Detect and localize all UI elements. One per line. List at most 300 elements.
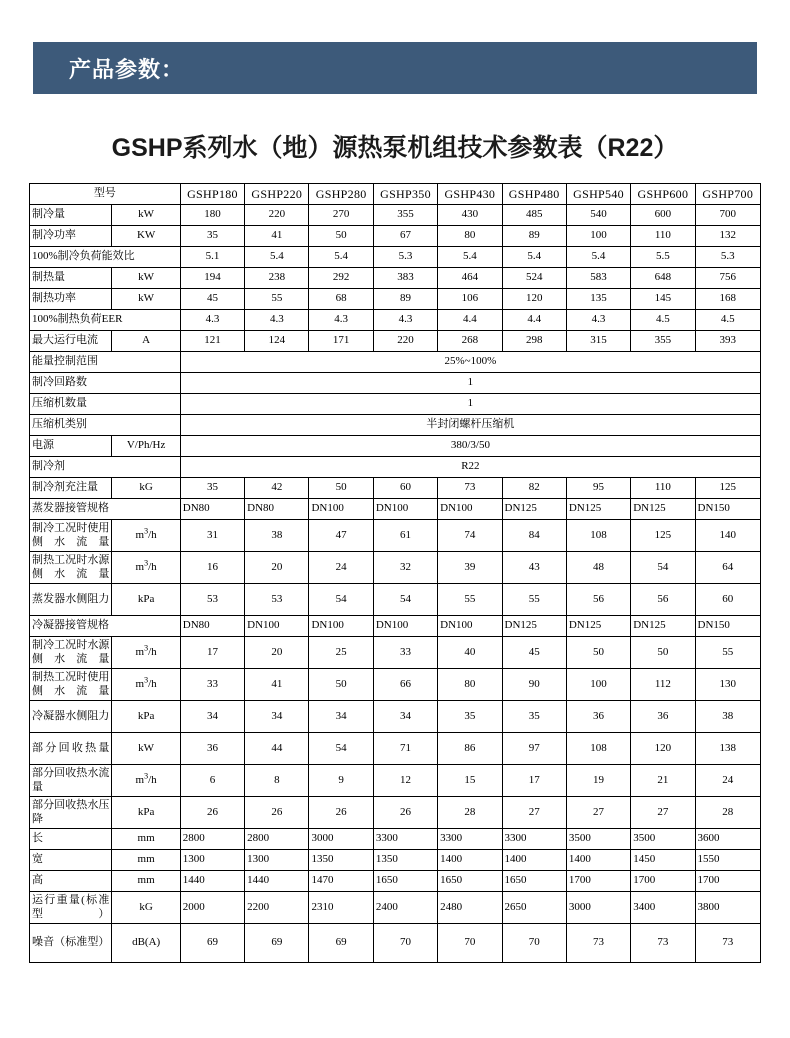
cell-value: 70 — [438, 924, 502, 963]
cell-value: 1450 — [631, 850, 695, 871]
row-label: 冷凝器水侧阻力 — [30, 701, 112, 733]
row-unit: $m^3/h$ — [112, 669, 180, 701]
row-merged-value: 1 — [180, 394, 760, 415]
cell-value: 25 — [309, 637, 373, 669]
cell-value: 42 — [245, 478, 309, 499]
cell-value: 73 — [438, 478, 502, 499]
cell-value: 1650 — [373, 871, 437, 892]
cell-value: 66 — [373, 669, 437, 701]
cell-value: 17 — [502, 765, 566, 797]
cell-value: 27 — [566, 797, 630, 829]
row-label: 能量控制范围 — [30, 352, 181, 373]
cell-value: 64 — [695, 552, 760, 584]
table-row — [30, 520, 761, 552]
cell-value: DN80 — [180, 499, 244, 520]
spec-table-body — [30, 184, 761, 963]
cell-value: DN80 — [245, 499, 309, 520]
cell-value: 108 — [566, 733, 630, 765]
cell-value: 4.4 — [438, 310, 502, 331]
cell-value: 34 — [180, 701, 244, 733]
cell-value: 24 — [695, 765, 760, 797]
page-title: GSHP系列水（地）源热泵机组技术参数表（R22） — [111, 134, 679, 162]
header-model-5: GSHP430 — [438, 184, 502, 205]
cell-value: 44 — [245, 733, 309, 765]
row-unit: $m^3/h$ — [112, 765, 180, 797]
table-row — [30, 373, 761, 394]
row-unit: kG — [112, 892, 180, 924]
cell-value: 48 — [566, 552, 630, 584]
row-unit: kPa — [112, 584, 180, 616]
header-model-8: GSHP600 — [631, 184, 695, 205]
cell-value: DN100 — [438, 616, 502, 637]
cell-value: 89 — [373, 289, 437, 310]
cell-value: 3400 — [631, 892, 695, 924]
cell-value: 36 — [180, 733, 244, 765]
cell-value: 171 — [309, 331, 373, 352]
cell-value: 100 — [566, 669, 630, 701]
row-merged-value: 380/3/50 — [180, 436, 760, 457]
cell-value: DN100 — [438, 499, 502, 520]
cell-value: DN125 — [502, 499, 566, 520]
cell-value: 50 — [309, 226, 373, 247]
cell-value: 3500 — [566, 829, 630, 850]
cell-value: 4.3 — [309, 310, 373, 331]
cell-value: 90 — [502, 669, 566, 701]
cell-value: 34 — [309, 701, 373, 733]
cell-value: 74 — [438, 520, 502, 552]
row-label: 冷凝器接管规格 — [30, 616, 181, 637]
cell-value: 110 — [631, 226, 695, 247]
cell-value: 19 — [566, 765, 630, 797]
table-row — [30, 226, 761, 247]
row-label: 蒸发器接管规格 — [30, 499, 181, 520]
cell-value: 145 — [631, 289, 695, 310]
cell-value: 1700 — [566, 871, 630, 892]
row-label: 宽 — [30, 850, 112, 871]
cell-value: 6 — [180, 765, 244, 797]
spec-table-container — [29, 183, 761, 963]
cell-value: 56 — [566, 584, 630, 616]
cell-value: 73 — [566, 924, 630, 963]
cell-value: 5.4 — [502, 247, 566, 268]
cell-value: 485 — [502, 205, 566, 226]
row-unit: kPa — [112, 701, 180, 733]
table-row — [30, 478, 761, 499]
row-unit: kW — [112, 268, 180, 289]
table-row — [30, 331, 761, 352]
cell-value: 67 — [373, 226, 437, 247]
cell-value: 36 — [631, 701, 695, 733]
cell-value: 68 — [309, 289, 373, 310]
cell-value: 140 — [695, 520, 760, 552]
cell-value: DN100 — [373, 499, 437, 520]
cell-value: 54 — [631, 552, 695, 584]
row-unit: $m^3/h$ — [112, 552, 180, 584]
row-label: 制冷量 — [30, 205, 112, 226]
cell-value: 756 — [695, 268, 760, 289]
row-label: 100%制热负荷EER — [30, 310, 181, 331]
cell-value: 112 — [631, 669, 695, 701]
row-unit: $m^3/h$ — [112, 520, 180, 552]
section-banner-title: 产品参数： — [69, 56, 185, 82]
cell-value: 82 — [502, 478, 566, 499]
header-model-7: GSHP540 — [566, 184, 630, 205]
cell-value: DN100 — [373, 616, 437, 637]
cell-value: 3300 — [373, 829, 437, 850]
row-label: 运行重量(标准型） — [30, 892, 112, 924]
table-row — [30, 436, 761, 457]
cell-value: 60 — [695, 584, 760, 616]
table-row — [30, 637, 761, 669]
table-row — [30, 499, 761, 520]
cell-value: 5.3 — [695, 247, 760, 268]
cell-value: 4.3 — [245, 310, 309, 331]
cell-value: 55 — [502, 584, 566, 616]
cell-value: 270 — [309, 205, 373, 226]
table-row — [30, 289, 761, 310]
table-row — [30, 924, 761, 963]
cell-value: 220 — [373, 331, 437, 352]
cell-value: 73 — [695, 924, 760, 963]
cell-value: 355 — [373, 205, 437, 226]
row-label: 制热量 — [30, 268, 112, 289]
row-unit: mm — [112, 829, 180, 850]
cell-value: 50 — [566, 637, 630, 669]
header-model-2: GSHP220 — [245, 184, 309, 205]
cell-value: 4.5 — [631, 310, 695, 331]
cell-value: 383 — [373, 268, 437, 289]
row-label: 部分回收热水流量 — [30, 765, 112, 797]
cell-value: 24 — [309, 552, 373, 584]
cell-value: 315 — [566, 331, 630, 352]
cell-value: 1550 — [695, 850, 760, 871]
cell-value: 2480 — [438, 892, 502, 924]
row-unit: mm — [112, 850, 180, 871]
table-row — [30, 552, 761, 584]
cell-value: 31 — [180, 520, 244, 552]
row-label: 高 — [30, 871, 112, 892]
cell-value: 120 — [502, 289, 566, 310]
cell-value: 40 — [438, 637, 502, 669]
cell-value: 17 — [180, 637, 244, 669]
header-model-1: GSHP180 — [180, 184, 244, 205]
row-label: 制冷工况时水源侧水流量 — [30, 637, 112, 669]
cell-value: DN100 — [309, 616, 373, 637]
cell-value: DN125 — [502, 616, 566, 637]
cell-value: 4.3 — [373, 310, 437, 331]
row-label: 部分回收热水压降 — [30, 797, 112, 829]
table-row — [30, 394, 761, 415]
row-merged-value: R22 — [180, 457, 760, 478]
cell-value: 50 — [309, 669, 373, 701]
cell-value: 5.4 — [245, 247, 309, 268]
cell-value: 86 — [438, 733, 502, 765]
cell-value: 33 — [180, 669, 244, 701]
cell-value: 2310 — [309, 892, 373, 924]
cell-value: 2800 — [245, 829, 309, 850]
table-row — [30, 871, 761, 892]
cell-value: 15 — [438, 765, 502, 797]
cell-value: 69 — [309, 924, 373, 963]
table-row — [30, 765, 761, 797]
row-unit: kW — [112, 205, 180, 226]
cell-value: 70 — [373, 924, 437, 963]
row-label: 制冷功率 — [30, 226, 112, 247]
cell-value: 45 — [502, 637, 566, 669]
row-label: 制热工况时水源侧水流量 — [30, 552, 112, 584]
spec-table — [29, 183, 761, 963]
row-unit: mm — [112, 871, 180, 892]
cell-value: 80 — [438, 669, 502, 701]
table-row — [30, 415, 761, 436]
cell-value: 1700 — [695, 871, 760, 892]
table-row — [30, 829, 761, 850]
cell-value: 70 — [502, 924, 566, 963]
row-unit: kPa — [112, 797, 180, 829]
cell-value: 61 — [373, 520, 437, 552]
cell-value: DN125 — [566, 499, 630, 520]
cell-value: 2400 — [373, 892, 437, 924]
cell-value: 50 — [309, 478, 373, 499]
cell-value: 35 — [502, 701, 566, 733]
header-model-6: GSHP480 — [502, 184, 566, 205]
row-label: 制冷工况时使用侧水流量 — [30, 520, 112, 552]
cell-value: 1470 — [309, 871, 373, 892]
table-row — [30, 733, 761, 765]
row-unit: dB(A) — [112, 924, 180, 963]
cell-value: 4.5 — [695, 310, 760, 331]
cell-value: 36 — [566, 701, 630, 733]
cell-value: 50 — [631, 637, 695, 669]
cell-value: 393 — [695, 331, 760, 352]
cell-value: 138 — [695, 733, 760, 765]
cell-value: 1400 — [438, 850, 502, 871]
table-row — [30, 310, 761, 331]
row-label: 制热功率 — [30, 289, 112, 310]
row-label: 蒸发器水侧阻力 — [30, 584, 112, 616]
row-label: 电源 — [30, 436, 112, 457]
cell-value: 5.3 — [373, 247, 437, 268]
cell-value: DN125 — [566, 616, 630, 637]
cell-value: 26 — [373, 797, 437, 829]
cell-value: 32 — [373, 552, 437, 584]
row-label: 制冷剂充注量 — [30, 478, 112, 499]
cell-value: 583 — [566, 268, 630, 289]
cell-value: 4.3 — [180, 310, 244, 331]
cell-value: 132 — [695, 226, 760, 247]
row-label: 噪音（标准型） — [30, 924, 112, 963]
cell-value: 54 — [309, 584, 373, 616]
row-unit: kW — [112, 289, 180, 310]
cell-value: 53 — [245, 584, 309, 616]
cell-value: DN150 — [695, 616, 760, 637]
table-header-row — [30, 184, 761, 205]
cell-value: 125 — [631, 520, 695, 552]
cell-value: 2650 — [502, 892, 566, 924]
cell-value: 9 — [309, 765, 373, 797]
cell-value: 1350 — [373, 850, 437, 871]
cell-value: 60 — [373, 478, 437, 499]
cell-value: 5.5 — [631, 247, 695, 268]
cell-value: DN150 — [695, 499, 760, 520]
cell-value: 27 — [631, 797, 695, 829]
table-row — [30, 669, 761, 701]
cell-value: 21 — [631, 765, 695, 797]
row-label: 制冷回路数 — [30, 373, 181, 394]
cell-value: 3300 — [502, 829, 566, 850]
cell-value: 55 — [245, 289, 309, 310]
cell-value: 292 — [309, 268, 373, 289]
cell-value: 2800 — [180, 829, 244, 850]
cell-value: 1300 — [180, 850, 244, 871]
cell-value: 12 — [373, 765, 437, 797]
header-model-4: GSHP350 — [373, 184, 437, 205]
cell-value: 2000 — [180, 892, 244, 924]
cell-value: DN100 — [309, 499, 373, 520]
table-row — [30, 850, 761, 871]
row-label: 制热工况时使用侧水流量 — [30, 669, 112, 701]
cell-value: 71 — [373, 733, 437, 765]
cell-value: 600 — [631, 205, 695, 226]
cell-value: 8 — [245, 765, 309, 797]
cell-value: DN100 — [245, 616, 309, 637]
cell-value: 69 — [180, 924, 244, 963]
row-unit: A — [112, 331, 180, 352]
cell-value: 3300 — [438, 829, 502, 850]
cell-value: 1700 — [631, 871, 695, 892]
cell-value: 34 — [373, 701, 437, 733]
cell-value: 238 — [245, 268, 309, 289]
cell-value: 35 — [180, 226, 244, 247]
cell-value: 100 — [566, 226, 630, 247]
cell-value: 97 — [502, 733, 566, 765]
cell-value: 355 — [631, 331, 695, 352]
cell-value: 5.4 — [438, 247, 502, 268]
cell-value: 430 — [438, 205, 502, 226]
cell-value: 3600 — [695, 829, 760, 850]
cell-value: 26 — [180, 797, 244, 829]
cell-value: 41 — [245, 669, 309, 701]
cell-value: 124 — [245, 331, 309, 352]
cell-value: 34 — [245, 701, 309, 733]
cell-value: 540 — [566, 205, 630, 226]
table-row — [30, 268, 761, 289]
cell-value: 20 — [245, 552, 309, 584]
cell-value: 298 — [502, 331, 566, 352]
cell-value: 4.4 — [502, 310, 566, 331]
cell-value: 1300 — [245, 850, 309, 871]
cell-value: 26 — [309, 797, 373, 829]
cell-value: 180 — [180, 205, 244, 226]
cell-value: 73 — [631, 924, 695, 963]
cell-value: 648 — [631, 268, 695, 289]
row-unit: V/Ph/Hz — [112, 436, 180, 457]
row-label: 部分回收热量 — [30, 733, 112, 765]
cell-value: 53 — [180, 584, 244, 616]
cell-value: 20 — [245, 637, 309, 669]
row-label: 压缩机数量 — [30, 394, 181, 415]
cell-value: 108 — [566, 520, 630, 552]
cell-value: 47 — [309, 520, 373, 552]
cell-value: 3000 — [309, 829, 373, 850]
row-merged-value: 1 — [180, 373, 760, 394]
cell-value: 56 — [631, 584, 695, 616]
table-row — [30, 205, 761, 226]
cell-value: 120 — [631, 733, 695, 765]
table-row — [30, 701, 761, 733]
cell-value: 54 — [373, 584, 437, 616]
cell-value: 1350 — [309, 850, 373, 871]
cell-value: 38 — [245, 520, 309, 552]
cell-value: 43 — [502, 552, 566, 584]
cell-value: 3800 — [695, 892, 760, 924]
cell-value: 3500 — [631, 829, 695, 850]
cell-value: 524 — [502, 268, 566, 289]
cell-value: 5.4 — [566, 247, 630, 268]
cell-value: 38 — [695, 701, 760, 733]
table-row — [30, 797, 761, 829]
row-unit: $m^3/h$ — [112, 637, 180, 669]
table-row — [30, 616, 761, 637]
section-banner — [33, 42, 757, 94]
table-row — [30, 584, 761, 616]
cell-value: 121 — [180, 331, 244, 352]
cell-value: 2200 — [245, 892, 309, 924]
cell-value: 700 — [695, 205, 760, 226]
cell-value: 130 — [695, 669, 760, 701]
cell-value: 1650 — [438, 871, 502, 892]
cell-value: 84 — [502, 520, 566, 552]
cell-value: 464 — [438, 268, 502, 289]
row-label: 100%制冷负荷能效比 — [30, 247, 181, 268]
cell-value: 26 — [245, 797, 309, 829]
cell-value: 80 — [438, 226, 502, 247]
row-label: 最大运行电流 — [30, 331, 112, 352]
cell-value: 3000 — [566, 892, 630, 924]
cell-value: 1400 — [502, 850, 566, 871]
cell-value: 28 — [695, 797, 760, 829]
row-label: 压缩机类别 — [30, 415, 181, 436]
row-label: 制冷剂 — [30, 457, 181, 478]
row-merged-value: 25%~100% — [180, 352, 760, 373]
cell-value: DN125 — [631, 616, 695, 637]
cell-value: 168 — [695, 289, 760, 310]
row-label: 长 — [30, 829, 112, 850]
cell-value: 268 — [438, 331, 502, 352]
cell-value: 4.3 — [566, 310, 630, 331]
cell-value: 5.1 — [180, 247, 244, 268]
table-row — [30, 892, 761, 924]
row-unit: kW — [112, 733, 180, 765]
cell-value: 95 — [566, 478, 630, 499]
cell-value: 1440 — [245, 871, 309, 892]
cell-value: 39 — [438, 552, 502, 584]
table-row — [30, 457, 761, 478]
cell-value: 5.4 — [309, 247, 373, 268]
cell-value: 41 — [245, 226, 309, 247]
cell-value: 35 — [180, 478, 244, 499]
table-row — [30, 247, 761, 268]
cell-value: 16 — [180, 552, 244, 584]
cell-value: 35 — [438, 701, 502, 733]
cell-value: DN80 — [180, 616, 244, 637]
table-row — [30, 352, 761, 373]
cell-value: 1650 — [502, 871, 566, 892]
cell-value: DN125 — [631, 499, 695, 520]
cell-value: 220 — [245, 205, 309, 226]
cell-value: 27 — [502, 797, 566, 829]
cell-value: 45 — [180, 289, 244, 310]
